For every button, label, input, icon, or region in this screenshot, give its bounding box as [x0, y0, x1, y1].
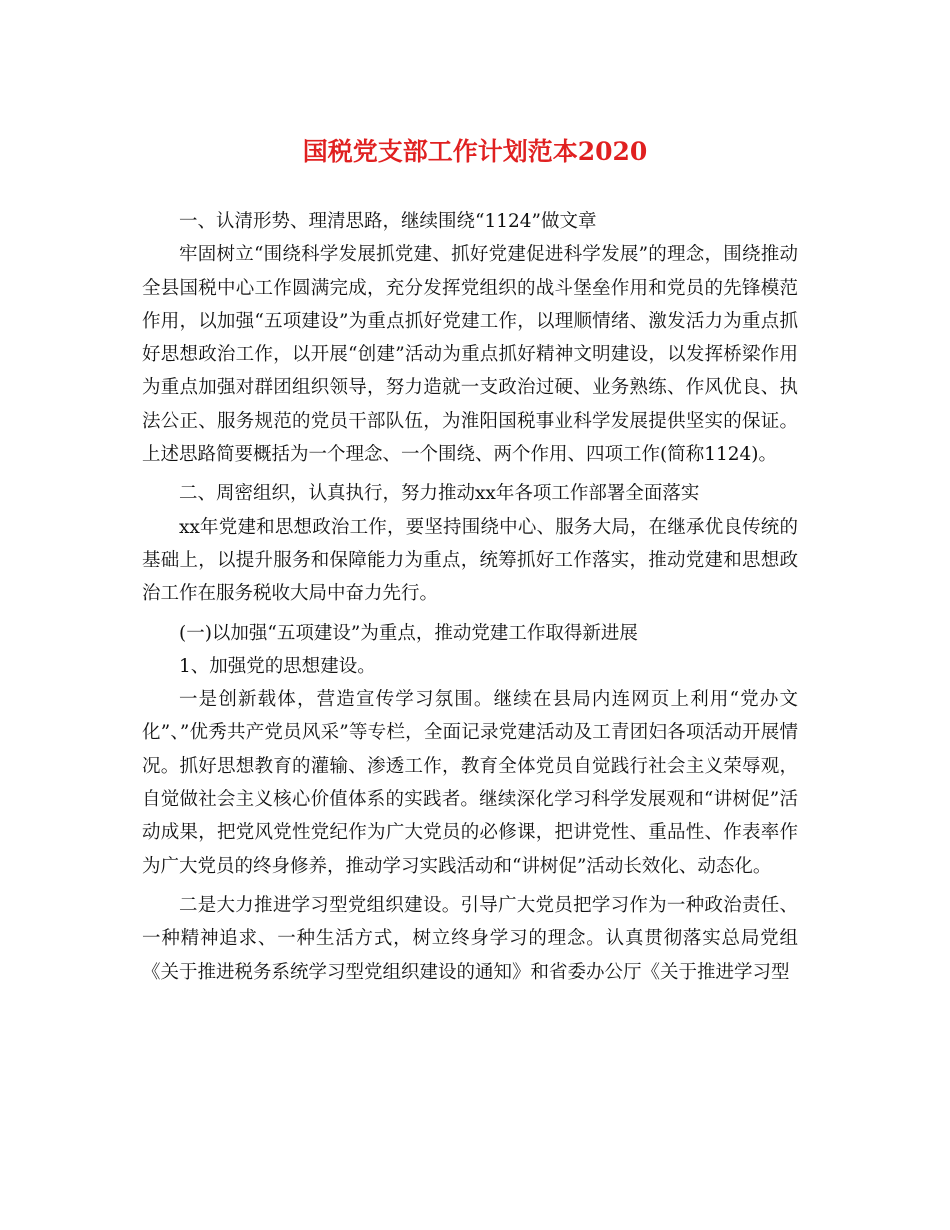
paragraph-item-1-point-1: 一是创新载体，营造宣传学习氛围。继续在县局内连网页上利用“党办文化”、”优秀共产党员风采”等专栏，全面记录党建活动及工青团妇各项活动开展情况。抓好思想教育的灌输、渗透工作，教育全体党员自觉践行社会主义荣辱观，自觉做社会主义核心价值体系的实践者。继续深化学习科学发展观和“讲树促”活动成果，把党风党性党纪作为广大党员的必修课，把讲党性、重品性、作表率作为广大党员的终身修养，推动学习实践活动和“讲树促”活动长效化、动态化。: [142, 689, 798, 877]
paragraph-section-2: xx年党建和思想政治工作，要坚持围绕中心、服务大局，在继承优良传统的基础上，以提升服务和保障能力为重点，统筹抓好工作落实，推动党建和思想政治工作在服务税收大局中奋力先行。: [142, 516, 798, 605]
heading-section-2: 二、周密组织，认真执行，努力推动xx年各项工作部署全面落实: [179, 483, 700, 505]
heading-subsection-1: (一)以加强“五项建设”为重点，推动党建工作取得新进展: [179, 622, 638, 644]
document-title: 国税党支部工作计划范本2020: [302, 137, 648, 166]
document-body: [142, 205, 798, 989]
heading-section-1: 一、认清形势、理清思路，继续围绕“1124”做文章: [179, 211, 597, 232]
paragraph-section-1: 牢固树立“围绕科学发展抓党建、抓好党建促进科学发展”的理念，围绕推动全县国税中心工作圆满完成，充分发挥党组织的战斗堡垒作用和党员的先锋模范作用，以加强“五项建设”为重点抓好党建工作，以理顺情绪、激发活力为重点抓好思想政治工作，以开展“创建”活动为重点抓好精神文明建设，以发挥桥梁作用为重点加强对群团组织领导，努力造就一支政治过硬、业务熟练、作风优良、执法公正、服务规范的党员干部队伍，为淮阳国税事业科学发展提供坚实的保证。上述思路简要概括为一个理念、一个围绕、两个作用、四项工作(简称1124)。: [142, 244, 798, 466]
paragraph-item-1-point-2: 二是大力推进学习型党组织建设。引导广大党员把学习作为一种政治责任、一种精神追求、一种生活方式，树立终身学习的理念。认真贯彻落实总局党组《关于推进税务系统学习型党组织建设的通知》和省委办公厅《关于推进学习型: [142, 894, 798, 983]
heading-item-1: 1、加强党的思想建设。: [179, 655, 376, 677]
